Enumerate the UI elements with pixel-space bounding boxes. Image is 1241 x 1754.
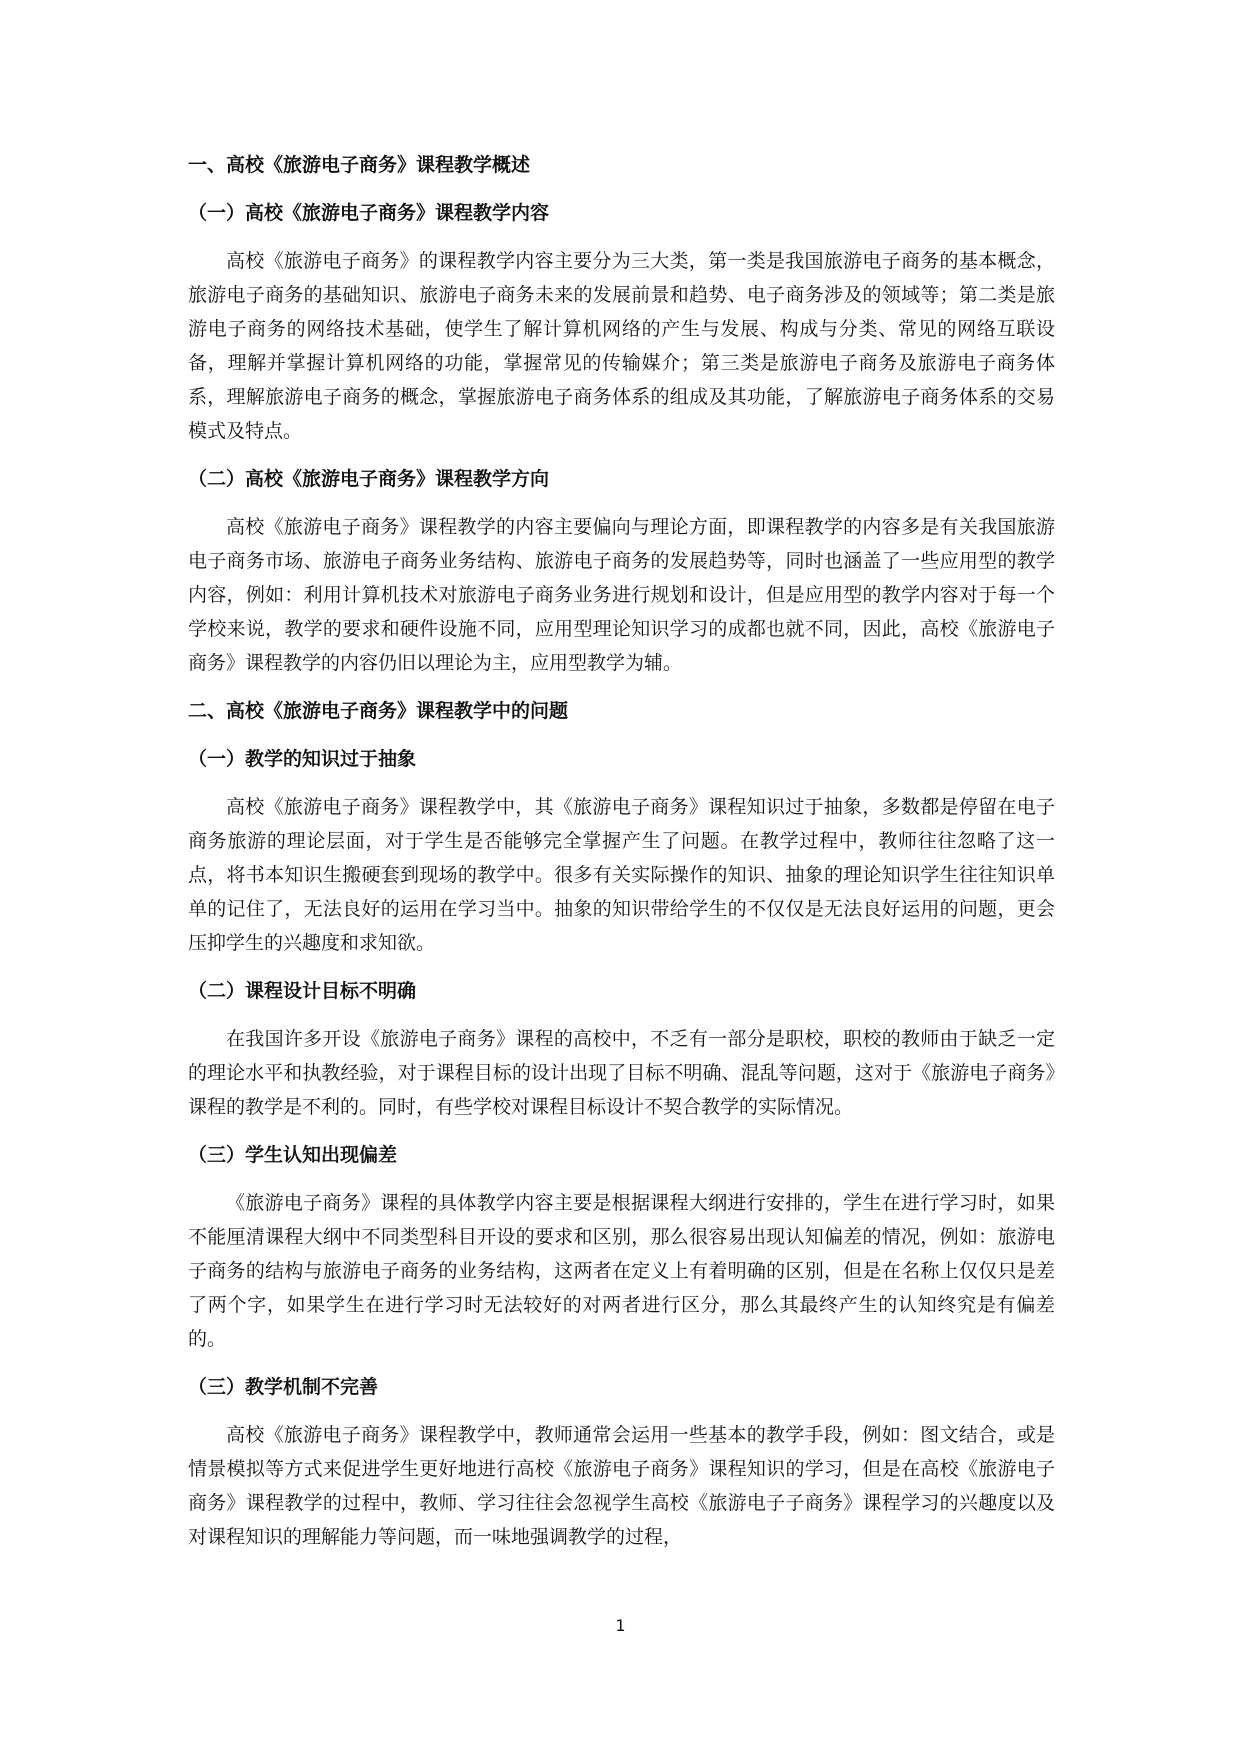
subsection-heading: （二）高校《旅游电子商务》课程教学方向 bbox=[188, 468, 550, 490]
body-paragraph: 高校《旅游电子商务》课程教学中，教师通常会运用一些基本的教学手段，例如：图文结合，或是情景模拟等方式来促进学生更好地进行高校《旅游电子商务》课程知识的学习，但是在高校《旅游电子商务》课程教学的过程中，教师、学习往往会忽视学生高校《旅游电子子商务》课程学习的兴趣度以及对课程知识的理解能力等问题，而一味地强调教学的过程， bbox=[188, 1424, 1055, 1548]
section-heading: 一、高校《旅游电子商务》课程教学概述 bbox=[188, 154, 531, 176]
subsection-heading: （一）教学的知识过于抽象 bbox=[188, 748, 417, 770]
document-body bbox=[188, 148, 1055, 1568]
body-paragraph: 在我国许多开设《旅游电子商务》课程的高校中，不乏有一部分是职校，职校的教师由于缺乏一定的理论水平和执教经验，对于课程目标的设计出现了目标不明确、混乱等问题，这对于《旅游电子商务》课程的教学是不利的。同时，有些学校对课程目标设计不契合教学的实际情况。 bbox=[188, 1028, 1055, 1118]
body-paragraph: 高校《旅游电子商务》的课程教学内容主要分为三大类，第一类是我国旅游电子商务的基本概念，旅游电子商务的基础知识、旅游电子商务未来的发展前景和趋势、电子商务涉及的领域等；第二类是旅游电子商务的网络技术基础，使学生了解计算机网络的产生与发展、构成与分类、常见的网络互联设备，理解并掌握计算机网络的功能，掌握常见的传输媒介；第三类是旅游电子商务及旅游电子商务体系，理解旅游电子商务的概念，掌握旅游电子商务体系的组成及其功能，了解旅游电子商务体系的交易模式及特点。 bbox=[188, 250, 1055, 442]
subsection-heading: （二）课程设计目标不明确 bbox=[188, 980, 417, 1002]
body-paragraph: 高校《旅游电子商务》课程教学中，其《旅游电子商务》课程知识过于抽象，多数都是停留在电子商务旅游的理论层面，对于学生是否能够完全掌握产生了问题。在教学过程中，教师往往忽略了这一点，将书本知识生搬硬套到现场的教学中。很多有关实际操作的知识、抽象的理论知识学生往往知识单单的记住了，无法良好的运用在学习当中。抽象的知识带给学生的不仅仅是无法良好运用的问题，更会压抑学生的兴趣度和求知欲。 bbox=[188, 796, 1055, 954]
body-paragraph: 高校《旅游电子商务》课程教学的内容主要偏向与理论方面，即课程教学的内容多是有关我国旅游电子商务市场、旅游电子商务业务结构、旅游电子商务的发展趋势等，同时也涵盖了一些应用型的教学内容，例如：利用计算机技术对旅游电子商务业务进行规划和设计，但是应用型的教学内容对于每一个学校来说，教学的要求和硬件设施不同，应用型理论知识学习的成都也就不同，因此，高校《旅游电子商务》课程教学的内容仍旧以理论为主，应用型教学为辅。 bbox=[188, 516, 1055, 674]
subsection-heading: （一）高校《旅游电子商务》课程教学内容 bbox=[188, 202, 550, 224]
page-number: 1 bbox=[615, 1616, 626, 1635]
subsection-heading: （三）学生认知出现偏差 bbox=[188, 1144, 398, 1166]
subsection-heading: （三）教学机制不完善 bbox=[188, 1376, 379, 1398]
section-heading: 二、高校《旅游电子商务》课程教学中的问题 bbox=[188, 700, 569, 722]
body-paragraph: 《旅游电子商务》课程的具体教学内容主要是根据课程大纲进行安排的，学生在进行学习时，如果不能厘清课程大纲中不同类型科目开设的要求和区别，那么很容易出现认知偏差的情况，例如：旅游电子商务的结构与旅游电子商务的业务结构，这两者在定义上有着明确的区别，但是在名称上仅仅只是差了两个字，如果学生在进行学习时无法较好的对两者进行区分，那么其最终产生的认知终究是有偏差的。 bbox=[188, 1192, 1055, 1350]
